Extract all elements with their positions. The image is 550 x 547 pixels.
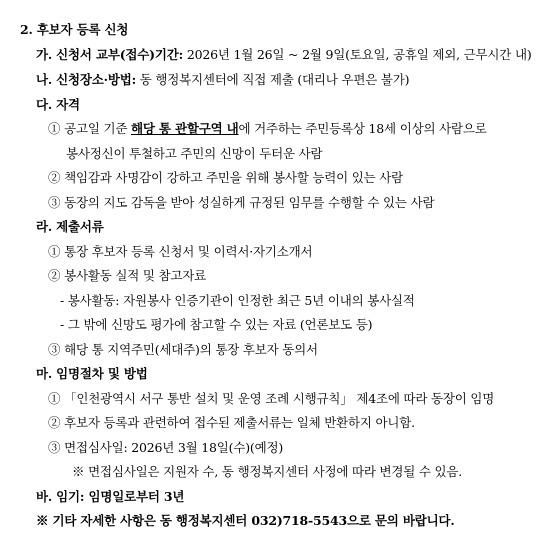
qualification-1-emphasis: 해당 통 관할구역 내 — [131, 121, 239, 136]
item-na — [36, 70, 409, 90]
document-2-sub-a: - 봉사활동: 자원봉사 인증기관이 인정한 최근 5년 이내의 봉사실적 — [60, 293, 415, 308]
qualification-3 — [48, 193, 434, 213]
qualification-1 — [48, 119, 487, 139]
item-ma-label: 마. 임명절차 및 방법 — [36, 366, 148, 381]
footer-note: ※ 기타 자세한 사항은 동 행정복지센터 032)718-5543으로 문의 바랍니다. — [36, 513, 455, 528]
item-ga-label: 가. 신청서 교부(접수)기간: — [36, 47, 184, 62]
document-3: ③ 해당 통 지역주민(세대주)의 통장 후보자 동의서 — [48, 342, 318, 357]
procedure-3: ③ 면접심사일: 2026년 3월 18일(수)(예정) — [48, 440, 284, 455]
procedure-3-note: ※ 면접심사일은 지원자 수, 동 행정복지센터 사정에 따라 변경될 수 있음. — [72, 464, 463, 479]
procedure-1: ① 「인천광역시 서구 통반 설치 및 운영 조례 시행규칙」 제4조에 따라 동장이 임명 — [48, 391, 495, 406]
section-title: 2. 후보자 등록 신청 — [20, 22, 129, 37]
item-ba: 바. 임기: 임명일로부터 3년 — [36, 489, 185, 504]
document-2: ② 봉사활동 실적 및 참고자료 — [48, 268, 207, 283]
qualification-1-post: 에 거주하는 주민등록상 18세 이상의 사람으로 — [238, 121, 487, 136]
item-ga-text: 2026년 1월 26일 ~ 2월 9일(토요일, 공휴일 제외, 근무시간 내) — [183, 47, 532, 62]
document-2-sub-b: - 그 밖에 신망도 평가에 참고할 수 있는 자료 (언론보도 등) — [60, 317, 373, 332]
item-ga — [36, 45, 532, 65]
document-1: ① 통장 후보자 등록 신청서 및 이력서·자기소개서 — [48, 244, 313, 259]
qualification-2-text: 책임감과 사명감이 강하고 주민을 위해 봉사할 능력이 있는 사람 — [60, 170, 404, 185]
qualification-3-text: 동장의 지도 감독을 받아 성실하게 규정된 임무를 수행할 수 있는 사람 — [60, 195, 435, 210]
qualification-2-num: ② — [48, 170, 61, 185]
procedure-2: ② 후보자 등록과 관련하여 접수된 제출서류는 일체 반환하지 아니함. — [48, 415, 415, 430]
item-da-label: 다. 자격 — [36, 97, 80, 112]
qualification-1-pre: 공고일 기준 — [60, 121, 132, 136]
item-na-label: 나. 신청장소·방법: — [36, 72, 136, 87]
qualification-3-num: ③ — [48, 195, 61, 210]
qualification-1-continued: 봉사정신이 투철하고 주민의 신망이 두터운 사람 — [66, 146, 323, 161]
qualification-1-num: ① — [48, 121, 61, 136]
qualification-2 — [48, 168, 403, 188]
item-ra-label: 라. 제출서류 — [36, 219, 104, 234]
item-na-text: 동 행정복지센터에 직접 제출 (대리나 우편은 불가) — [136, 72, 410, 87]
